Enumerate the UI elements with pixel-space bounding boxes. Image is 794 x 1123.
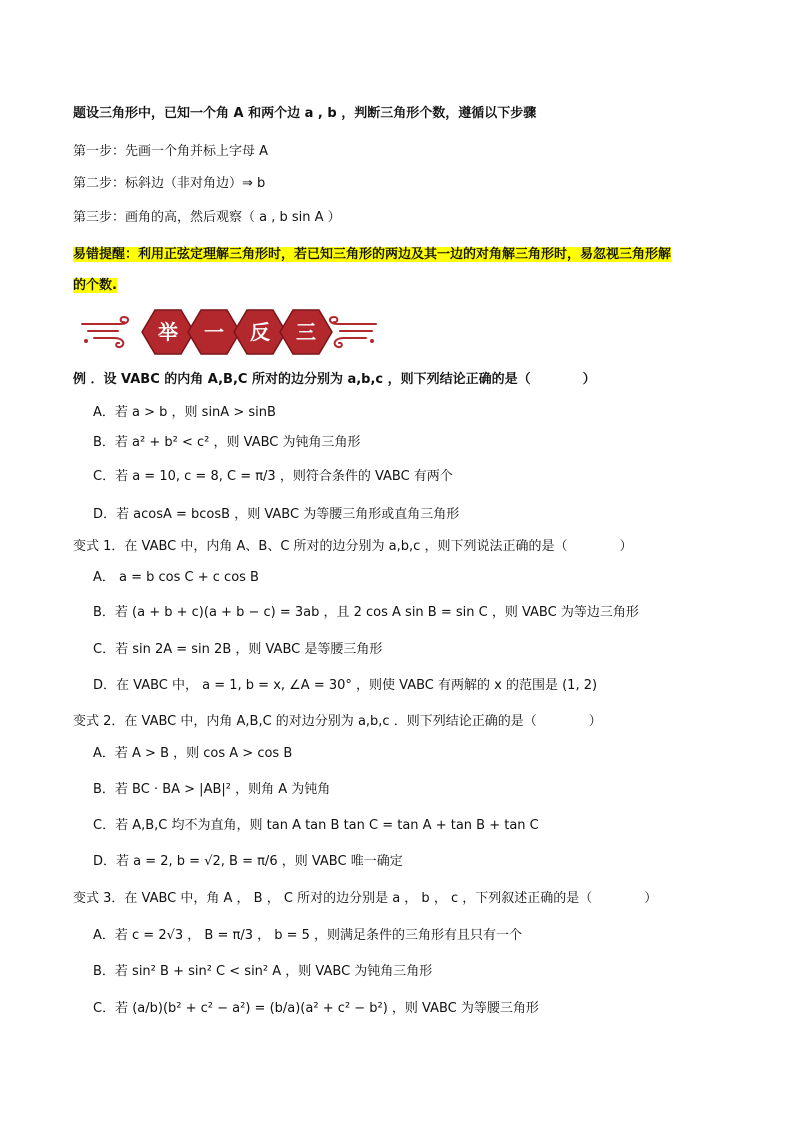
banner-char-2: 一: [204, 320, 224, 344]
warning-line-1: [73, 245, 671, 265]
variant2-stem: 变式 2．在 VABC 中，内角 A,B,C 的对边分别为 a,b,c ．则下列结论正确的是（ ）: [73, 714, 602, 729]
example-option-b: B．若 a² + b² < c² ，则 VABC 为钝角三角形: [93, 435, 361, 450]
right-swirl-icon: [330, 317, 376, 347]
variant2-option-d: D．若 a = 2, b = √2, B = π/6 ，则 VABC 唯一确定: [93, 854, 403, 869]
example-option-a: A．若 a > b ，则 sinA > sinB: [93, 405, 276, 420]
variant2-option-b: B．若 BC · BA > |AB|² ，则角 A 为钝角: [93, 782, 331, 797]
variant3-option-c: C．若 (a/b)(b² + c² − a²) = (b/a)(a² + c² − b²) ，则 VABC 为等腰三角形: [93, 1001, 539, 1016]
warning-line-2: [73, 276, 117, 296]
variant3-stem: 变式 3．在 VABC 中，角 A ， B ， C 所对的边分别是 a ， b ， c ，下列叙述正确的是（ ）: [73, 891, 658, 906]
banner-char-3: 反: [250, 320, 270, 344]
left-swirl-icon: [82, 317, 128, 347]
variant3-option-a: A．若 c = 2√3 ， B = π/3 ， b = 5 ，则满足条件的三角形有且只有一个: [93, 928, 523, 943]
warning-text-2: 的个数.: [73, 278, 117, 293]
variant2-option-a: A．若 A > B ，则 cos A > cos B: [93, 746, 293, 761]
variant2-option-c: C．若 A,B,C 均不为直角，则 tan A tan B tan C = tan A + tan B + tan C: [93, 818, 539, 833]
variant1-option-d: D．在 VABC 中， a = 1, b = x, ∠A = 30° ，则使 VABC 有两解的 x 的范围是 (1, 2): [93, 678, 598, 693]
banner-char-1: 举: [158, 320, 178, 344]
banner-char-4: 三: [296, 320, 316, 344]
intro-step-1: 第一步：先画一个角并标上字母 A: [73, 144, 269, 159]
intro-title: 题设三角形中，已知一个角 A 和两个边 a , b ，判断三角形个数，遵循以下步骤: [73, 106, 537, 121]
variant1-stem: 变式 1．在 VABC 中，内角 A、B、C 所对的边分别为 a,b,c ，则下列说法正确的是（ ）: [73, 539, 633, 554]
example-option-c: C．若 a = 10, c = 8, C = π/3 ，则符合条件的 VABC 有两个: [93, 469, 453, 484]
variant1-option-c: C．若 sin 2A = sin 2B ，则 VABC 是等腰三角形: [93, 642, 383, 657]
example-option-d: D．若 acosA = bcosB ，则 VABC 为等腰三角形或直角三角形: [93, 507, 460, 522]
warning-text-1: 易错提醒：利用正弦定理解三角形时，若已知三角形的两边及其一边的对角解三角形时，易忽视三角形解: [73, 247, 672, 262]
intro-step-2: 第二步：标斜边（非对角边）⇒ b: [73, 176, 266, 191]
section-banner: [80, 307, 380, 357]
variant1-option-b: B．若 (a + b + c)(a + b − c) = 3ab ，且 2 cos A sin B = sin C ，则 VABC 为等边三角形: [93, 605, 639, 620]
example-stem: 例 ．设 VABC 的内角 A,B,C 所对的边分别为 a,b,c ，则下列结论正确的是（ ）: [73, 372, 596, 387]
variant3-option-b: B．若 sin² B + sin² C < sin² A ，则 VABC 为钝角三角形: [93, 964, 433, 979]
variant1-option-a: A． a = b cos C + c cos B: [93, 570, 259, 585]
intro-step-3: 第三步：画角的高，然后观察（ a , b sin A ）: [73, 210, 341, 225]
